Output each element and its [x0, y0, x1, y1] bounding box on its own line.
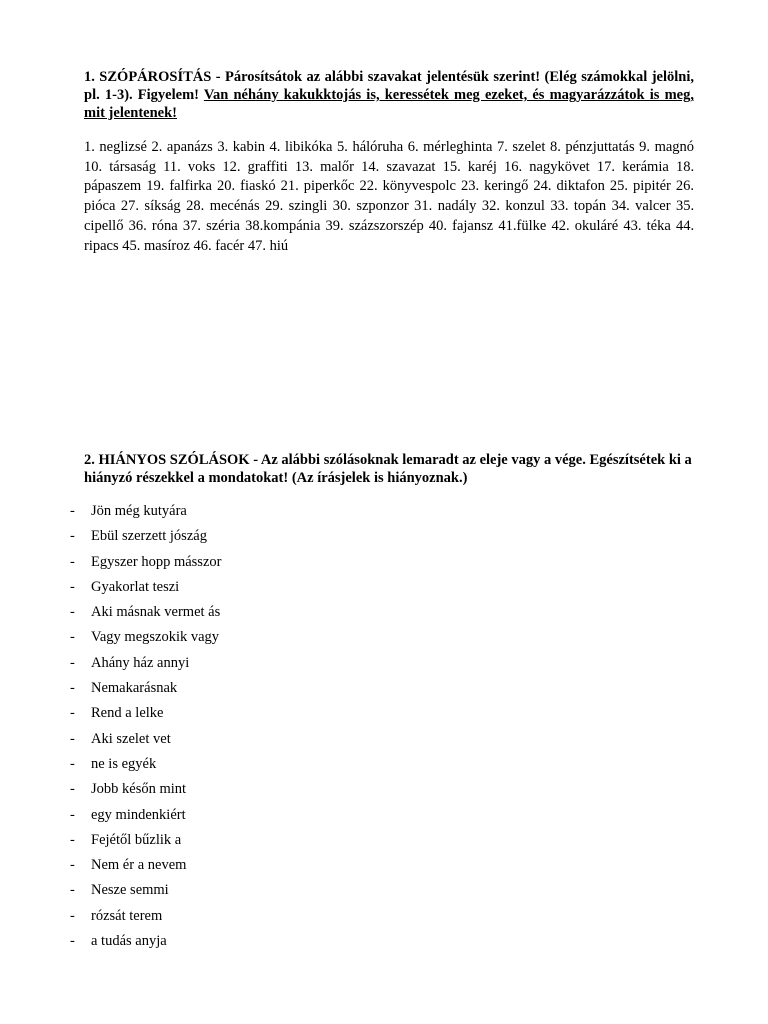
saying-item [70, 779, 221, 804]
word-item: 18. pápaszem [84, 158, 695, 195]
saying-text: a tudás anyja [91, 933, 167, 950]
saying-text: Fejétől bűzlik a [91, 831, 182, 848]
word-item: 38.kompánia [245, 217, 321, 234]
saying-text: Jön még kutyára [91, 503, 187, 519]
word-item: 34. valcer [611, 198, 671, 215]
word-item: 24. diktafon [533, 178, 605, 195]
saying-text: Nemakarásnak [91, 680, 178, 697]
saying-item [70, 931, 221, 956]
word-item: 19. falfirka [146, 178, 212, 195]
list-bullet: - [70, 806, 75, 823]
saying-item [70, 653, 221, 678]
word-item: 40. fajansz [428, 217, 494, 234]
list-bullet: - [70, 857, 75, 874]
saying-text: Gyakorlat teszi [91, 578, 180, 595]
list-bullet: - [70, 831, 75, 848]
saying-text: Rend a lelke [91, 705, 164, 722]
saying-item [70, 880, 221, 905]
saying-item [70, 602, 221, 627]
list-bullet: - [70, 781, 75, 798]
word-item: 45. masíroz [122, 237, 190, 254]
word-item: 43. téka [623, 217, 671, 234]
saying-text: egy mindenkiért [91, 806, 186, 823]
word-item: 1. neglizsé [84, 139, 147, 155]
word-item: 31. nadály [414, 198, 477, 215]
word-item: 11. voks [163, 158, 216, 175]
word-item: 15. karéj [442, 158, 497, 175]
word-item: 26. pióca [84, 178, 695, 215]
list-bullet: - [70, 503, 75, 519]
word-item: 25. pipitér [609, 178, 671, 195]
saying-item [70, 552, 221, 577]
word-item: 12. graffiti [222, 158, 288, 175]
saying-text: rózsát terem [91, 907, 163, 924]
exercise-2-heading: 2. HIÁNYOS SZÓLÁSOK - Az alábbi szólásoknak lemaradt az eleje vagy a vége. Egészítsétek ki a hiányzó részekkel a mondatokat! (Az írásjelek is hiányoznak.) [84, 452, 692, 486]
word-item: 2. apanázs [151, 139, 213, 155]
word-item: 23. keringő [460, 178, 529, 195]
word-item: 22. könyvespolc [359, 178, 456, 195]
saying-item [70, 830, 221, 855]
exercise-1 [84, 68, 694, 256]
saying-item [70, 729, 221, 754]
word-item: 10. társaság [84, 158, 156, 175]
saying-item [70, 754, 221, 779]
word-item: 29. szingli [265, 198, 328, 215]
list-bullet: - [70, 705, 75, 722]
saying-item [70, 703, 221, 728]
word-item: 32. konzul [481, 198, 545, 215]
saying-item [70, 805, 221, 830]
word-item: 42. okuláré [551, 217, 619, 234]
word-item: 5. hálóruha [337, 139, 404, 155]
word-item: 9. magnó [639, 139, 695, 155]
saying-text: Vagy megszokik vagy [91, 629, 220, 646]
saying-item [70, 501, 221, 526]
exercise-1-instructions: 1. SZÓPÁROSÍTÁS - Párosítsátok az alábbi szavakat jelentésük szerint! (Elég számokkal jelölni, pl. 1-3). Figyelem! [84, 69, 694, 103]
word-item: 37. széria [182, 217, 240, 234]
saying-text: Ahány ház annyi [91, 654, 190, 671]
word-item: 41.fülke [498, 217, 547, 234]
word-item: 4. libikóka [269, 139, 333, 155]
saying-text: Nem ér a nevem [91, 857, 187, 874]
word-item: 8. pénzjuttatás [549, 139, 635, 155]
exercise-1-note: Van néhány kakukktojás is, keressétek meg ezeket, és magyarázzátok is meg, mit jelentenek! [84, 87, 694, 121]
saying-text: Aki szelet vet [91, 730, 171, 747]
list-bullet: - [70, 730, 75, 747]
word-item: 16. nagykövet [504, 158, 590, 175]
saying-item [70, 906, 221, 931]
saying-text: Aki másnak vermet ás [91, 604, 221, 621]
saying-text: Nesze semmi [91, 882, 169, 899]
saying-item [70, 855, 221, 880]
list-bullet: - [70, 933, 75, 950]
word-item: 36. róna [128, 217, 178, 234]
saying-item [70, 678, 221, 703]
word-item: 14. szavazat [361, 158, 436, 175]
list-bullet: - [70, 755, 75, 772]
saying-item [70, 526, 221, 551]
saying-item [70, 627, 221, 652]
word-item: 13. malőr [294, 158, 354, 175]
list-bullet: - [70, 907, 75, 924]
saying-text: Ebül szerzett jószág [91, 528, 207, 545]
saying-item [70, 577, 221, 602]
word-list [84, 138, 694, 256]
word-item: 7. szelet [496, 139, 546, 155]
word-item: 33. topán [550, 198, 607, 215]
word-item: 47. hiú [247, 237, 289, 254]
word-item: 35. cipellő [84, 198, 695, 234]
word-item: 6. mérleghinta [407, 139, 493, 155]
list-bullet: - [70, 578, 75, 595]
word-item: 28. mecénás [186, 198, 260, 215]
saying-text: ne is egyék [91, 755, 157, 772]
list-bullet: - [70, 680, 75, 697]
word-item: 44. ripacs [84, 217, 695, 254]
list-bullet: - [70, 654, 75, 671]
saying-text: Egyszer hopp másszor [91, 553, 222, 570]
saying-text: Jobb későn mint [91, 781, 187, 798]
list-bullet: - [70, 882, 75, 899]
word-item: 17. kerámia [596, 158, 669, 175]
word-item: 20. fiaskó [217, 178, 276, 195]
list-bullet: - [70, 629, 75, 646]
list-bullet: - [70, 553, 75, 570]
sayings-list [70, 501, 221, 956]
word-item: 3. kabin [217, 139, 265, 155]
word-item: 30. szponzor [332, 198, 409, 215]
list-bullet: - [70, 528, 75, 545]
word-item: 21. piperkőc [280, 178, 355, 195]
exercise-2 [84, 451, 714, 487]
word-item: 27. síkság [120, 198, 181, 215]
list-bullet: - [70, 604, 75, 621]
word-item: 39. százszorszép [325, 217, 424, 234]
exercise-1-heading [84, 68, 694, 122]
word-item: 46. facér [193, 237, 245, 254]
